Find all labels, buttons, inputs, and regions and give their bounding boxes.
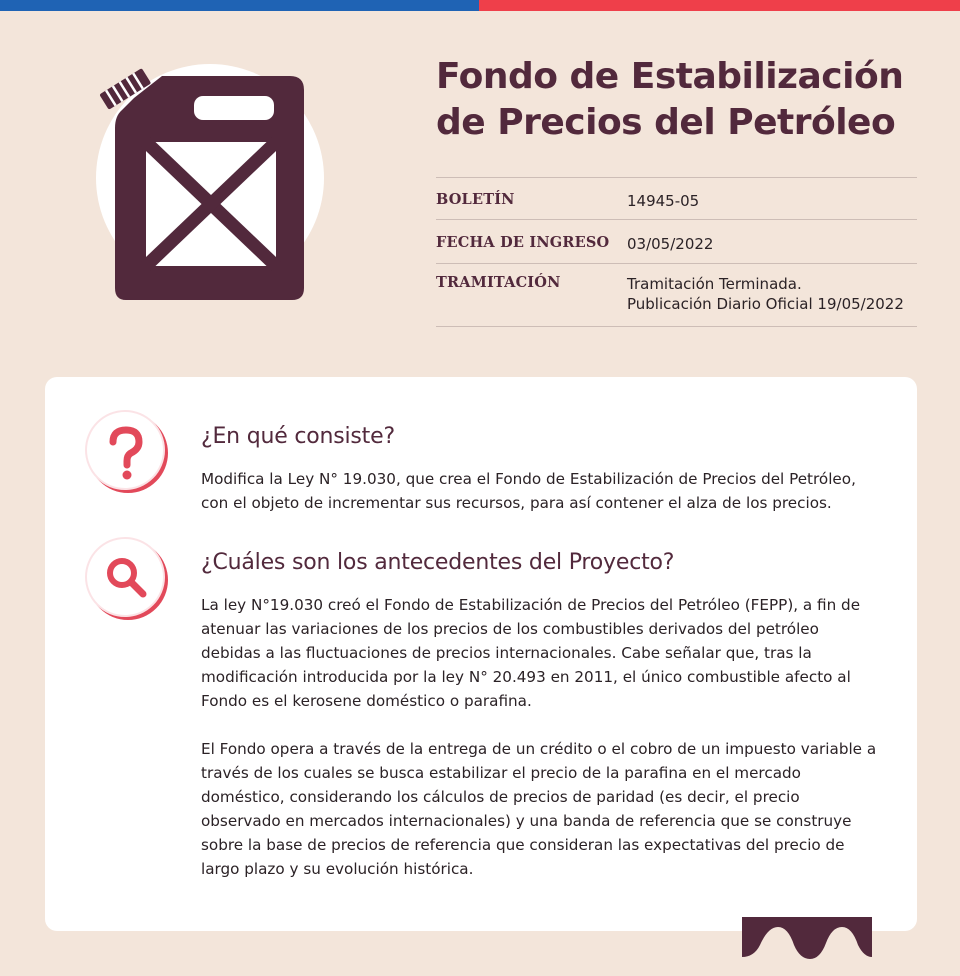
title-line-2: de Precios del Petróleo — [436, 102, 896, 143]
fecha-value: 03/05/2022 — [627, 235, 714, 253]
info-row-boletin — [436, 177, 917, 219]
top-color-bar — [0, 0, 960, 11]
page-title — [436, 54, 936, 146]
wave-pattern-icon — [742, 917, 872, 963]
section-heading-antecedentes: ¿Cuáles son los antecedentes del Proyecto? — [201, 550, 675, 575]
section-heading-consiste: ¿En qué consiste? — [201, 424, 395, 449]
boletin-value: 14945-05 — [627, 192, 700, 210]
question-mark-icon — [84, 409, 170, 495]
magnifier-icon — [84, 536, 170, 622]
top-bar-red — [479, 0, 960, 11]
section-text-antecedentes-1: La ley N°19.030 creó el Fondo de Estabilización de Precios del Petróleo (FEPP), a fin de atenuar las variaciones de los precios de los combustibles derivados del petróleo debidas a las fluctuaciones de precios internacionales. Cabe señalar que, tras la modificación introducida por la ley N° 20.493 en 2011, el único combustible afecto al Fondo es el kerosene doméstico o parafina. — [201, 596, 861, 710]
info-row-fecha — [436, 219, 917, 263]
section-text-consiste: Modifica la Ley N° 19.030, que crea el Fondo de Estabilización de Precios del Petróleo, con el objeto de incrementar sus recursos, para así contener el alza de los precios. — [201, 470, 856, 512]
bill-info-table — [436, 177, 917, 327]
tramitacion-value — [627, 264, 904, 326]
section-text-antecedentes-2: El Fondo opera a través de la entrega de un crédito o el cobro de un impuesto variable a través de los cuales se busca estabilizar el precio de la parafina en el mercado doméstico, considerando los cálculos de precios de paridad (es decir, el precio observado en mercados internacionales) y una banda de referencia que se construye sobre la base de precios de referencia que consideran las expectativas del precio de largo plazo y su evolución histórica. — [201, 740, 877, 878]
tramitacion-publication: Publicación Diario Oficial 19/05/2022 — [627, 295, 904, 313]
boletin-label: BOLETÍN — [436, 191, 515, 208]
tramitacion-status: Tramitación Terminada. — [627, 275, 802, 293]
fecha-label: FECHA DE INGRESO — [436, 234, 610, 251]
tramitacion-label: TRAMITACIÓN — [436, 274, 561, 291]
top-bar-blue — [0, 0, 479, 11]
title-line-1: Fondo de Estabilización — [436, 56, 904, 97]
info-row-tramitacion — [436, 263, 917, 327]
jerry-can-icon — [92, 58, 332, 308]
